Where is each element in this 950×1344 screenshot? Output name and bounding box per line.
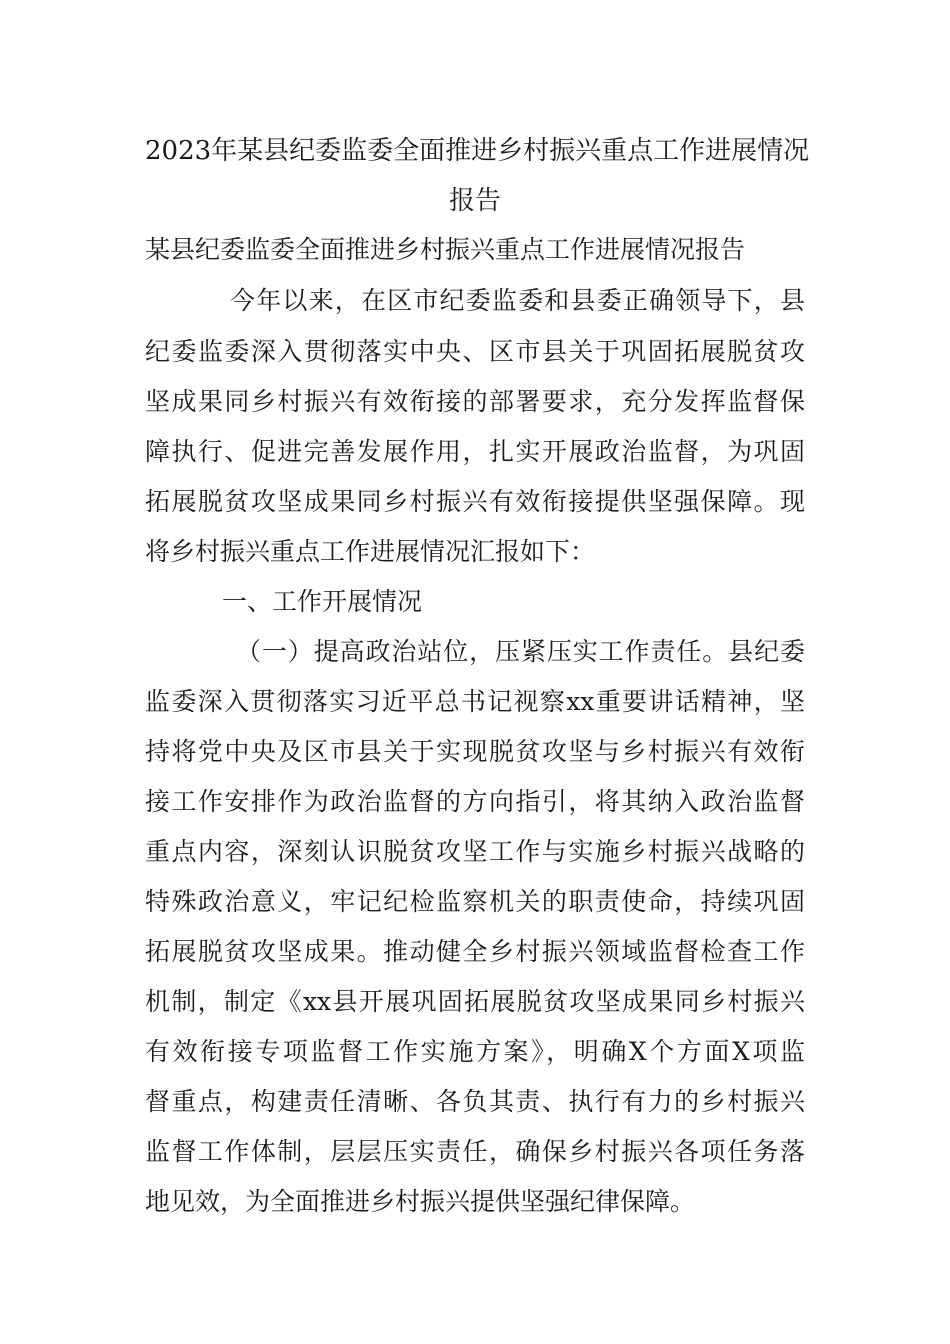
paragraph-1-line-1: 今年以来，在区市纪委监委和县委正确领导下，县 [230, 286, 805, 315]
paragraph-2-line-4: 接工作安排作为政治监督的方向指引，将其纳入政治监督 [145, 787, 805, 816]
paragraph-2-line-11: 监督工作体制，层层压实责任，确保乡村振兴各项任务落 [145, 1137, 805, 1166]
paragraph-2-line-5: 重点内容，深刻认识脱贫攻坚工作与实施乡村振兴战略的 [145, 837, 805, 866]
paragraph-2-line-6: 特殊政治意义，牢记纪检监察机关的职责使命，持续巩固 [145, 887, 805, 916]
paragraph-1-line-2: 纪委监委深入贯彻落实中央、区市县关于巩固拓展脱贫攻 [145, 337, 805, 366]
paragraph-2-line-3: 持将党中央及区市县关于实现脱贫攻坚与乡村振兴有效衔 [145, 737, 805, 766]
paragraph-2-line-8: 机制，制定《xx县开展巩固拓展脱贫攻坚成果同乡村振兴 [145, 987, 805, 1016]
document-title-line-2: 报告 [448, 186, 501, 216]
paragraph-2-line-10: 督重点，构建责任清晰、各负其责、执行有力的乡村振兴 [145, 1087, 805, 1116]
paragraph-2-line-7: 拓展脱贫攻坚成果。推动健全乡村振兴领域监督检查工作 [145, 937, 805, 966]
paragraph-1-line-3: 坚成果同乡村振兴有效衔接的部署要求，充分发挥监督保 [145, 387, 805, 416]
paragraph-2-line-12: 地见效，为全面推进乡村振兴提供坚强纪律保障。 [145, 1187, 696, 1216]
document-title-line-1: 2023年某县纪委监委全面推进乡村振兴重点工作进展情况 [145, 136, 810, 166]
section-heading: 一、工作开展情况 [222, 587, 423, 616]
paragraph-2-line-9: 有效衔接专项监督工作实施方案》，明确X个方面X项监 [145, 1037, 805, 1066]
paragraph-1-line-5: 拓展脱贫攻坚成果同乡村振兴有效衔接提供坚强保障。现 [145, 487, 805, 516]
paragraph-2-line-1: （一）提高政治站位，压紧压实工作责任。县纪委 [236, 637, 805, 666]
paragraph-2-line-2: 监委深入贯彻落实习近平总书记视察xx重要讲话精神，坚 [145, 687, 805, 716]
paragraph-1-line-6: 将乡村振兴重点工作进展情况汇报如下： [145, 537, 596, 566]
paragraph-1-line-4: 障执行、促进完善发展作用，扎实开展政治监督，为巩固 [145, 437, 805, 466]
document-subtitle: 某县纪委监委全面推进乡村振兴重点工作进展情况报告 [145, 235, 746, 264]
